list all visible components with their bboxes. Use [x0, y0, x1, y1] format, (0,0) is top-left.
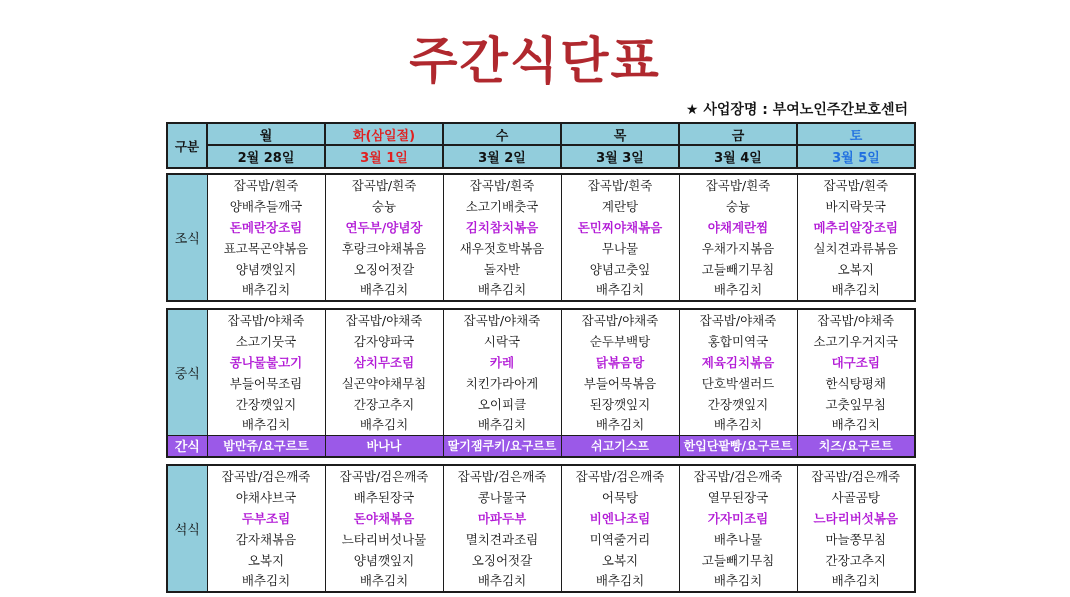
lunch-menu-item: 감자양파국 [325, 331, 443, 352]
breakfast-menu-item: 배추김치 [443, 279, 561, 301]
date-header-mon: 2월 28일 [207, 145, 325, 168]
snack-item: 딸기잼쿠키/요구르트 [443, 435, 561, 457]
lunch-menu-item: 소고기뭇국 [207, 331, 325, 352]
dinner-menu-item: 배추김치 [325, 570, 443, 592]
lunch-menu-item: 콩나물불고기 [207, 352, 325, 373]
lunch-menu-item: 배추김치 [325, 414, 443, 435]
category-header: 구분 [167, 123, 207, 168]
breakfast-menu-item: 배추김치 [679, 279, 797, 301]
dinner-menu-item: 배추김치 [443, 570, 561, 592]
breakfast-menu-item: 배추김치 [325, 279, 443, 301]
dinner-menu-item: 잡곡밥/검은깨죽 [561, 465, 679, 487]
lunch-menu-item: 대구조림 [797, 352, 915, 373]
lunch-menu-item: 부들어묵볶음 [561, 372, 679, 393]
breakfast-menu-item: 잡곡밥/흰죽 [561, 174, 679, 196]
breakfast-row [167, 237, 915, 258]
date-header-thu: 3월 3일 [561, 145, 679, 168]
dinner-menu-item: 가자미조림 [679, 508, 797, 529]
breakfast-menu-item: 배추김치 [207, 279, 325, 301]
dinner-menu-item: 배추김치 [207, 570, 325, 592]
lunch-menu-item: 단호박샐러드 [679, 372, 797, 393]
dinner-menu-item: 미역줄거리 [561, 528, 679, 549]
breakfast-menu-item: 돈민찌야채볶음 [561, 217, 679, 238]
lunch-menu-item: 삼치무조림 [325, 352, 443, 373]
breakfast-menu-item: 숭늉 [679, 196, 797, 217]
breakfast-menu-item: 우채가지볶음 [679, 237, 797, 258]
lunch-menu-item: 간장깻잎지 [207, 393, 325, 414]
dinner-menu-item: 감자채볶음 [207, 528, 325, 549]
breakfast-row [167, 174, 915, 196]
lunch-menu-item: 잡곡밥/야채죽 [679, 309, 797, 331]
lunch-menu-item: 간장고추지 [325, 393, 443, 414]
dinner-menu-item: 콩나물국 [443, 487, 561, 508]
lunch-menu-item: 된장깻잎지 [561, 393, 679, 414]
breakfast-menu-item: 오복지 [797, 258, 915, 279]
day-header-wed: 수 [443, 123, 561, 145]
dinner-row [167, 570, 915, 592]
date-header-fri: 3월 4일 [679, 145, 797, 168]
breakfast-row [167, 217, 915, 238]
breakfast-row [167, 279, 915, 301]
breakfast-row [167, 196, 915, 217]
breakfast-menu-item: 오징어젓갈 [325, 258, 443, 279]
lunch-label: 중식 [167, 309, 207, 435]
lunch-row [167, 372, 915, 393]
lunch-menu-item: 잡곡밥/야채죽 [325, 309, 443, 331]
breakfast-label: 조식 [167, 174, 207, 301]
dinner-menu-item: 느타리버섯볶음 [797, 508, 915, 529]
snack-row [167, 435, 915, 457]
dinner-menu-item: 잡곡밥/검은깨죽 [207, 465, 325, 487]
breakfast-menu-item: 잡곡밥/흰죽 [797, 174, 915, 196]
snack-item: 밤만쥬/요구르트 [207, 435, 325, 457]
day-header-mon: 월 [207, 123, 325, 145]
breakfast-menu-item: 야채계란찜 [679, 217, 797, 238]
breakfast-menu-item: 메추리알장조림 [797, 217, 915, 238]
breakfast-menu-item: 연두부/양념장 [325, 217, 443, 238]
breakfast-menu-item: 양념깻잎지 [207, 258, 325, 279]
lunch-row [167, 309, 915, 331]
breakfast-menu-item: 잡곡밥/흰죽 [679, 174, 797, 196]
snack-item: 한입단팥빵/요구르트 [679, 435, 797, 457]
lunch-row [167, 393, 915, 414]
dinner-row [167, 508, 915, 529]
breakfast-table [166, 173, 916, 302]
breakfast-menu-item: 소고기배춧국 [443, 196, 561, 217]
breakfast-menu-item: 계란탕 [561, 196, 679, 217]
breakfast-menu-item: 잡곡밥/흰죽 [207, 174, 325, 196]
breakfast-menu-item: 표고목곤약볶음 [207, 237, 325, 258]
dinner-menu-item: 잡곡밥/검은깨죽 [443, 465, 561, 487]
dinner-menu-item: 배추김치 [561, 570, 679, 592]
snack-item: 쉬고기스프 [561, 435, 679, 457]
lunch-menu-item: 치킨가라아게 [443, 372, 561, 393]
dinner-menu-item: 오징어젓갈 [443, 549, 561, 570]
breakfast-menu-item: 양념고춧잎 [561, 258, 679, 279]
dinner-menu-item: 배추김치 [797, 570, 915, 592]
lunch-menu-item: 카레 [443, 352, 561, 373]
page-title: 주간식단표 [409, 32, 661, 90]
dinner-menu-item: 고들빼기무침 [679, 549, 797, 570]
snack-label: 간식 [167, 435, 207, 457]
date-header-sat: 3월 5일 [797, 145, 915, 168]
lunch-menu-item: 잡곡밥/야채죽 [443, 309, 561, 331]
dinner-menu-item: 멸치견과조림 [443, 528, 561, 549]
snack-item: 바나나 [325, 435, 443, 457]
header-table [166, 122, 916, 169]
breakfast-menu-item: 배추김치 [561, 279, 679, 301]
lunch-menu-item: 홍합미역국 [679, 331, 797, 352]
date-header-wed: 3월 2일 [443, 145, 561, 168]
dinner-menu-item: 마늘쫑무침 [797, 528, 915, 549]
lunch-menu-item: 잡곡밥/야채죽 [561, 309, 679, 331]
lunch-menu-item: 고춧잎무침 [797, 393, 915, 414]
lunch-row [167, 414, 915, 435]
lunch-row [167, 352, 915, 373]
dinner-menu-item: 두부조림 [207, 508, 325, 529]
dinner-menu-item: 잡곡밥/검은깨죽 [797, 465, 915, 487]
dinner-menu-item: 야채샤브국 [207, 487, 325, 508]
lunch-menu-item: 잡곡밥/야채죽 [797, 309, 915, 331]
lunch-menu-item: 잡곡밥/야채죽 [207, 309, 325, 331]
dinner-menu-item: 돈야채볶음 [325, 508, 443, 529]
day-header-sat: 토 [797, 123, 915, 145]
dinner-menu-item: 잡곡밥/검은깨죽 [679, 465, 797, 487]
dinner-table [166, 464, 916, 593]
lunch-menu-item: 제육김치볶음 [679, 352, 797, 373]
dinner-menu-item: 비엔나조림 [561, 508, 679, 529]
dinner-menu-item: 느타리버섯나물 [325, 528, 443, 549]
day-header-thu: 목 [561, 123, 679, 145]
dinner-menu-item: 오복지 [561, 549, 679, 570]
lunch-menu-item: 부들어묵조림 [207, 372, 325, 393]
breakfast-menu-item: 돌자반 [443, 258, 561, 279]
breakfast-menu-item: 무나물 [561, 237, 679, 258]
organization-label: ★ 사업장명 : 부여노인주간보호센터 [685, 102, 908, 118]
dinner-menu-item: 양념깻잎지 [325, 549, 443, 570]
dinner-row [167, 528, 915, 549]
breakfast-menu-item: 잡곡밥/흰죽 [443, 174, 561, 196]
lunch-menu-item: 배추김치 [207, 414, 325, 435]
day-header-tue: 화(삼일절) [325, 123, 443, 145]
breakfast-menu-item: 새우젓호박볶음 [443, 237, 561, 258]
lunch-menu-item: 소고기우거지국 [797, 331, 915, 352]
lunch-menu-item: 한식탕평채 [797, 372, 915, 393]
dinner-menu-item: 사골곰탕 [797, 487, 915, 508]
lunch-menu-item: 배추김치 [443, 414, 561, 435]
breakfast-menu-item: 후랑크야채볶음 [325, 237, 443, 258]
breakfast-menu-item: 김치참치볶음 [443, 217, 561, 238]
dinner-menu-item: 잡곡밥/검은깨죽 [325, 465, 443, 487]
dinner-menu-item: 배추김치 [679, 570, 797, 592]
dinner-menu-item: 배추된장국 [325, 487, 443, 508]
lunch-menu-item: 간장깻잎지 [679, 393, 797, 414]
breakfast-menu-item: 바지락뭇국 [797, 196, 915, 217]
lunch-menu-item: 순두부백탕 [561, 331, 679, 352]
lunch-menu-item: 시락국 [443, 331, 561, 352]
date-header-tue: 3월 1일 [325, 145, 443, 168]
breakfast-menu-item: 실치견과류볶음 [797, 237, 915, 258]
day-header-fri: 금 [679, 123, 797, 145]
lunch-menu-item: 배추김치 [797, 414, 915, 435]
lunch-menu-item: 실곤약야채무침 [325, 372, 443, 393]
dinner-menu-item: 마파두부 [443, 508, 561, 529]
breakfast-row [167, 258, 915, 279]
snack-item: 치즈/요구르트 [797, 435, 915, 457]
breakfast-menu-item: 잡곡밥/흰죽 [325, 174, 443, 196]
lunch-row [167, 331, 915, 352]
breakfast-menu-item: 돈메란장조림 [207, 217, 325, 238]
dinner-menu-item: 오복지 [207, 549, 325, 570]
lunch-menu-item: 배추김치 [679, 414, 797, 435]
dinner-row [167, 487, 915, 508]
dinner-row [167, 465, 915, 487]
lunch-menu-item: 오이피클 [443, 393, 561, 414]
lunch-table [166, 308, 916, 458]
dinner-menu-item: 열무된장국 [679, 487, 797, 508]
lunch-menu-item: 배추김치 [561, 414, 679, 435]
dinner-menu-item: 배추나물 [679, 528, 797, 549]
breakfast-menu-item: 고들빼기무침 [679, 258, 797, 279]
breakfast-menu-item: 양배추들깨국 [207, 196, 325, 217]
dinner-row [167, 549, 915, 570]
dinner-menu-item: 간장고추지 [797, 549, 915, 570]
lunch-menu-item: 닭볶음탕 [561, 352, 679, 373]
breakfast-menu-item: 숭늉 [325, 196, 443, 217]
dinner-label: 석식 [167, 465, 207, 592]
breakfast-menu-item: 배추김치 [797, 279, 915, 301]
dinner-menu-item: 어묵탕 [561, 487, 679, 508]
